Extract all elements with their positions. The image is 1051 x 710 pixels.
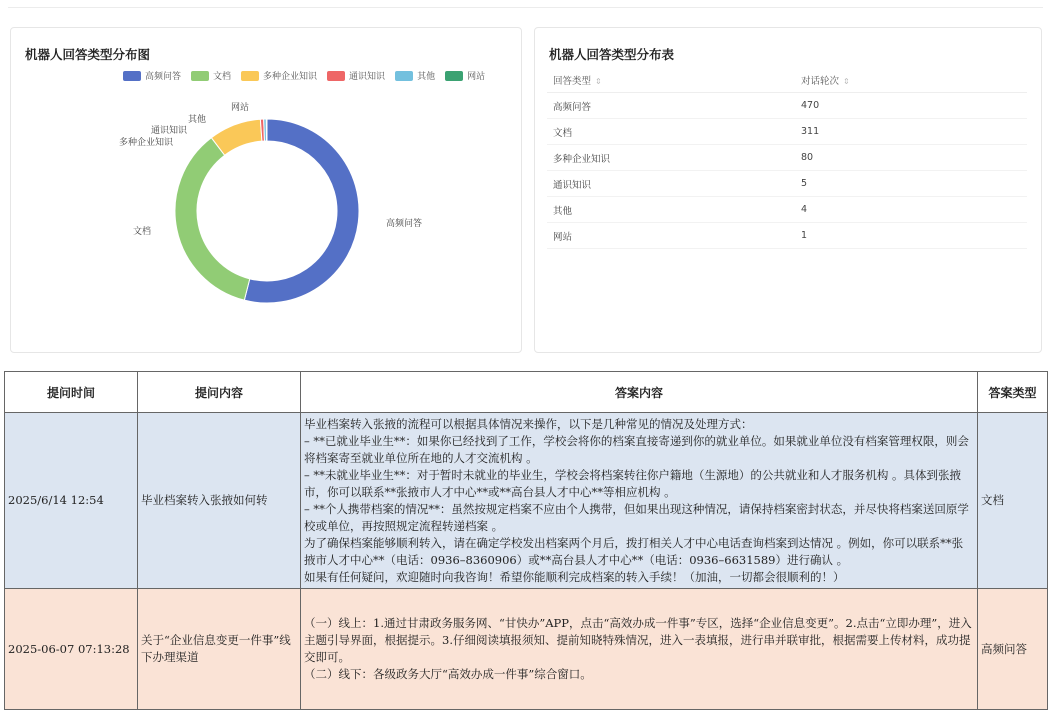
answer-line: （二）线下：各级政务大厅“高效办成一件事”综合窗口。 [304, 667, 592, 681]
table-row [547, 145, 1027, 171]
table-row [547, 119, 1027, 145]
legend-label: 通识知识 [349, 72, 386, 82]
qa-row [5, 589, 1048, 710]
legend-label: 多种企业知识 [263, 72, 318, 82]
qa-question: 关于“企业信息变更一件事”线下办理渠道 [138, 589, 301, 710]
table-row [547, 223, 1027, 249]
cell-count: 470 [800, 93, 1027, 119]
cell-count: 311 [800, 119, 1027, 145]
legend-label: 其他 [417, 72, 436, 82]
cell-type: 多种企业知识 [547, 145, 800, 171]
table-card [534, 27, 1042, 353]
chart-title: 机器人回答类型分布图 [25, 47, 151, 62]
sort-icon[interactable]: ⇕ [595, 76, 602, 86]
cell-count: 80 [800, 145, 1027, 171]
qa-answer [301, 589, 978, 710]
header-answer-type[interactable] [547, 67, 800, 93]
header-count[interactable] [800, 67, 1027, 93]
distribution-table [547, 67, 1027, 249]
answer-line: – **已就业毕业生**：如果你已经找到了工作，学校会将你的档案直接寄递到你的就业单位。如果就业单位没有档案管理权限，则会将档案寄至就业单位所在地的人才交流机构 。 [304, 433, 969, 465]
legend-label: 网站 [467, 72, 486, 82]
qa-table [4, 371, 1048, 710]
header-answer-content: 答案内容 [301, 372, 978, 413]
answer-line: 毕业档案转入张掖的流程可以根据具体情况来操作，以下是几种常见的情况及处理方式： [304, 416, 753, 431]
qa-header-row [5, 372, 1048, 413]
qa-question: 毕业档案转入张掖如何转 [138, 413, 301, 589]
donut-chart [11, 28, 521, 352]
chart-card [10, 27, 522, 353]
distribution-header-row [547, 67, 1027, 93]
cell-count: 1 [800, 223, 1027, 249]
qa-answer-type: 文档 [978, 413, 1048, 589]
table-card-title: 机器人回答类型分布表 [549, 47, 675, 62]
cell-type: 通识知识 [547, 171, 800, 197]
header-answer-type-label: 回答类型 [553, 75, 592, 87]
cell-type: 高频问答 [547, 93, 800, 119]
qa-time: 2025-06-07 07:13:28 [5, 589, 138, 710]
slice-label-4: 其他 [188, 115, 207, 125]
answer-line: 如果有任何疑问，欢迎随时向我咨询！希望你能顺利完成档案的转入手续！（加油，一切都会很顺利的！） [304, 569, 845, 584]
sort-icon[interactable]: ⇕ [843, 76, 850, 86]
table-row [547, 171, 1027, 197]
legend-label: 文档 [213, 72, 232, 82]
cell-type: 网站 [547, 223, 800, 249]
cell-type: 文档 [547, 119, 800, 145]
donut-slice-0[interactable] [244, 119, 359, 303]
slice-label-1: 文档 [133, 227, 152, 237]
header-count-label: 对话轮次 [801, 75, 840, 87]
header-question-content: 提问内容 [138, 372, 301, 413]
cell-count: 4 [800, 197, 1027, 223]
table-row [547, 197, 1027, 223]
donut-slice-1[interactable] [175, 138, 250, 300]
table-row [547, 93, 1027, 119]
top-divider [8, 7, 1043, 8]
answer-line: （一）线上：1.通过甘肃政务服务网、“甘快办”APP，点击“高效办成一件事”专区，选择“企业信息变更”。2.点击“立即办理”，进入主题引导界面，根据提示。3.仔细阅读填报须知、提前知晓特殊情况，进入一表填报，进行串并联审批，根据需要上传材料，成功提交即可。 [304, 616, 972, 664]
slice-label-0: 高频问答 [386, 219, 423, 229]
answer-line: – **个人携带档案的情况**：虽然按规定档案不应由个人携带，但如果出现这种情况，请保持档案密封状态，并尽快将档案送回原学校或单位，再按照规定流程转递档案 。 [304, 501, 969, 533]
header-answer-type: 答案类型 [978, 372, 1048, 413]
answer-line: 为了确保档案能够顺利转入，请在确定学校发出档案两个月后，拨打相关人才中心电话查询档案到达情况 。例如，你可以联系**张掖市人才中心**（电话：0936–8360906）或**高台县人才中心**（电话：0936–6631589）进行确认 。 [304, 535, 964, 567]
slice-label-3: 通识知识 [151, 126, 188, 136]
cell-type: 其他 [547, 197, 800, 223]
qa-time: 2025/6/14 12:54 [5, 413, 138, 589]
cell-count: 5 [800, 171, 1027, 197]
header-question-time: 提问时间 [5, 372, 138, 413]
qa-row [5, 413, 1048, 589]
answer-line: – **未就业毕业生**：对于暂时未就业的毕业生，学校会将档案转往你户籍地（生源地）的公共就业和人才服务机构 。具体到张掖市，你可以联系**张掖市人才中心**或**高台县人才中心**等相应机构 。 [304, 467, 962, 499]
qa-answer-type: 高频问答 [978, 589, 1048, 710]
slice-label-5: 网站 [231, 103, 250, 113]
slice-label-2: 多种企业知识 [119, 138, 174, 148]
donut-slice-5[interactable] [266, 119, 267, 141]
qa-answer [301, 413, 978, 589]
legend-label: 高频问答 [145, 72, 182, 82]
